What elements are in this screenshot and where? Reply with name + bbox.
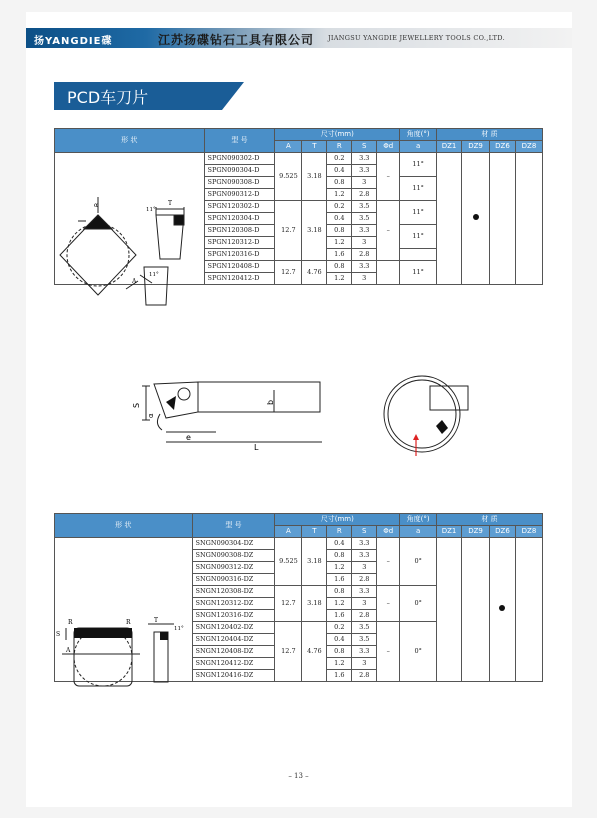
R-cell: 0.4 [327,165,352,177]
S-cell: 3 [352,562,377,574]
label-alpha: α [94,202,99,209]
R-cell: 0.8 [327,261,352,273]
header-material-2: 材 质 [437,514,543,526]
label-L: L [254,443,259,452]
R-cell: 0.8 [327,586,352,598]
subheader-8: DZ6 [489,141,515,153]
subheader-7: DZ9 [462,141,490,153]
angle-cell: 0° [400,622,437,682]
R-cell: 1.2 [327,237,352,249]
label-A-2: A [66,647,71,654]
R-cell: 1.2 [327,562,352,574]
label-alpha-mid: α [147,413,155,418]
page-number: – 13 – [288,772,309,780]
header-angle: 角度(°) [400,129,437,141]
model-cell: SNGN120412-DZ [192,658,275,670]
subheader-7: DZ9 [462,526,490,538]
mat-dz8-cell-2 [515,538,542,682]
model-cell: SNGN120408-DZ [192,646,275,658]
label-T-2: T [154,617,159,624]
subheader-5: a [400,141,437,153]
header-angle-2: 角度(°) [400,514,437,526]
label-11deg-bottom: 11° [149,272,159,278]
subheader-2: R [327,526,352,538]
section-title-banner [54,82,244,110]
S-cell: 2.8 [352,574,377,586]
subheader-4: Φd [377,526,400,538]
T-cell: 3.18 [302,201,327,261]
angle-cell: 11° [400,201,437,225]
R-cell: 0.2 [327,201,352,213]
phid-cell: – [377,538,400,586]
phid-cell: – [377,201,400,261]
angle-cell: 11° [400,177,437,201]
mat-dz9-cell [462,153,490,285]
company-name-en: JIANGSU YANGDIE JEWELLERY TOOLS CO.,LTD. [328,34,505,42]
mat-dz1-cell [437,153,462,285]
model-cell: SNGN120402-DZ [192,622,275,634]
mat-dz1-cell-2 [437,538,462,682]
model-cell: SPGN090312-D [204,189,275,201]
sngn-insert-drawing [56,614,190,694]
A-cell: 12.7 [275,261,302,285]
pcd-tip [84,215,112,229]
R-cell: 0.4 [327,634,352,646]
R-cell: 1.2 [327,658,352,670]
workpiece-drawing [380,374,475,464]
label-b: b [266,399,275,405]
T-cell: 3.18 [302,538,327,586]
S-cell: 2.8 [352,249,377,261]
model-cell: SNGN120316-DZ [192,610,275,622]
mat-dz9-cell-2 [462,538,490,682]
T-cell: 4.76 [302,622,327,682]
toolholder-drawing [126,372,336,452]
model-cell: SPGN120412-D [204,273,275,285]
label-T: T [168,200,173,207]
subheader-6: DZ1 [437,526,462,538]
label-S: S [132,402,141,408]
header-size: 尺寸(mm) [275,129,400,141]
R-cell: 0.8 [327,550,352,562]
R-cell: 1.2 [327,189,352,201]
S-cell: 3 [352,598,377,610]
label-R-right: R [126,619,131,626]
header-size-2: 尺寸(mm) [275,514,400,526]
table-row [55,153,543,165]
header-material: 材 质 [437,129,543,141]
R-cell: 0.4 [327,538,352,550]
header-model-2: 型 号 [192,514,275,538]
label-e: e [186,433,191,442]
A-cell: 12.7 [275,622,302,682]
label-A: A [132,278,137,285]
S-cell: 3.3 [352,165,377,177]
subheader-8: DZ6 [489,526,515,538]
model-cell: SNGN090312-DZ [192,562,275,574]
model-cell: SNGN090316-DZ [192,574,275,586]
S-cell: 3.5 [352,213,377,225]
subheader-2: R [327,141,352,153]
R-cell: 1.2 [327,273,352,285]
R-cell: 0.8 [327,646,352,658]
model-cell: SPGN120312-D [204,237,275,249]
phid-cell: – [377,586,400,622]
angle-cell: 0° [400,586,437,622]
model-cell: SPGN120408-D [204,261,275,273]
angle-cell: 0° [400,538,437,586]
model-cell: SPGN120316-D [204,249,275,261]
angle-cell: 11° [400,153,437,177]
R-cell: 0.4 [327,213,352,225]
label-11deg-2: 11° [174,626,184,632]
header-model: 型 号 [204,129,275,153]
S-cell: 3 [352,237,377,249]
label-11deg-top: 11° [146,207,156,213]
R-cell: 0.8 [327,225,352,237]
label-S-2: S [56,631,61,638]
R-cell: 0.8 [327,177,352,189]
S-cell: 3.3 [352,538,377,550]
model-cell: SNGN120312-DZ [192,598,275,610]
S-cell: 3.3 [352,153,377,165]
section-title: PCD车刀片 [67,88,149,107]
R-cell: 1.6 [327,574,352,586]
phid-cell: – [377,153,400,201]
S-cell: 3.3 [352,225,377,237]
model-cell: SPGN090308-D [204,177,275,189]
model-cell: SNGN090304-DZ [192,538,275,550]
tool-tip-insert [166,396,176,410]
angle-cell: 11° [400,225,437,249]
S-cell: 3.3 [352,261,377,273]
model-cell: SPGN090304-D [204,165,275,177]
subheader-6: DZ1 [437,141,462,153]
subheader-9: DZ8 [515,141,542,153]
phid-cell: – [377,622,400,682]
A-cell: 9.525 [275,538,302,586]
model-cell: SPGN120302-D [204,201,275,213]
subheader-0: A [275,141,302,153]
S-cell: 3 [352,273,377,285]
angle-cell: 11° [400,261,437,285]
S-cell: 3.5 [352,622,377,634]
R-cell: 1.6 [327,249,352,261]
brand-logo: 扬YANGDIE碟 [34,36,113,47]
header-shape-2: 形 状 [55,514,193,538]
model-cell: SNGN120308-DZ [192,586,275,598]
red-arrow-icon [413,434,419,440]
S-cell: 2.8 [352,610,377,622]
header-shape: 形 状 [55,129,205,153]
subheader-4: Φd [377,141,400,153]
S-cell: 3.3 [352,586,377,598]
subheader-1: T [302,141,327,153]
S-cell: 3 [352,177,377,189]
subheader-3: S [352,141,377,153]
mat-dz8-cell [515,153,542,285]
subheader-9: DZ8 [515,526,542,538]
model-cell: SPGN120304-D [204,213,275,225]
table-row [55,538,543,550]
S-cell: 2.8 [352,189,377,201]
A-cell: 9.525 [275,153,302,201]
phid-cell [377,261,400,285]
dz6-marker-dot [499,605,505,611]
subheader-0: A [275,526,302,538]
subheader-3: S [352,526,377,538]
R-cell: 0.2 [327,153,352,165]
mat-dz6-cell-2 [489,538,515,682]
model-cell: SNGN120404-DZ [192,634,275,646]
shank-outline [198,382,320,412]
T-cell: 4.76 [302,261,327,285]
T-cell: 3.18 [302,586,327,622]
model-cell: SNGN090308-DZ [192,550,275,562]
model-cell: SPGN120308-D [204,225,275,237]
inscribed-circle [67,224,129,286]
spgn-insert-drawing [56,177,202,340]
model-cell: SNGN120416-DZ [192,670,275,682]
label-R-left: R [68,619,73,626]
S-cell: 2.8 [352,670,377,682]
S-cell: 3 [352,658,377,670]
S-cell: 3.5 [352,634,377,646]
R-cell: 1.6 [327,610,352,622]
R-cell: 1.2 [327,598,352,610]
A-cell: 12.7 [275,586,302,622]
R-cell: 0.2 [327,622,352,634]
T-cell: 3.18 [302,153,327,201]
dz9-marker-dot [473,214,479,220]
S-cell: 3.3 [352,646,377,658]
S-cell: 3.3 [352,550,377,562]
subheader-1: T [302,526,327,538]
mat-dz6-cell [489,153,515,285]
S-cell: 3.5 [352,201,377,213]
A-cell: 12.7 [275,201,302,261]
subheader-5: a [400,526,437,538]
company-name-cn: 江苏扬碟钻石工具有限公司 [158,33,315,47]
model-cell: SPGN090302-D [204,153,275,165]
R-cell: 1.6 [327,670,352,682]
